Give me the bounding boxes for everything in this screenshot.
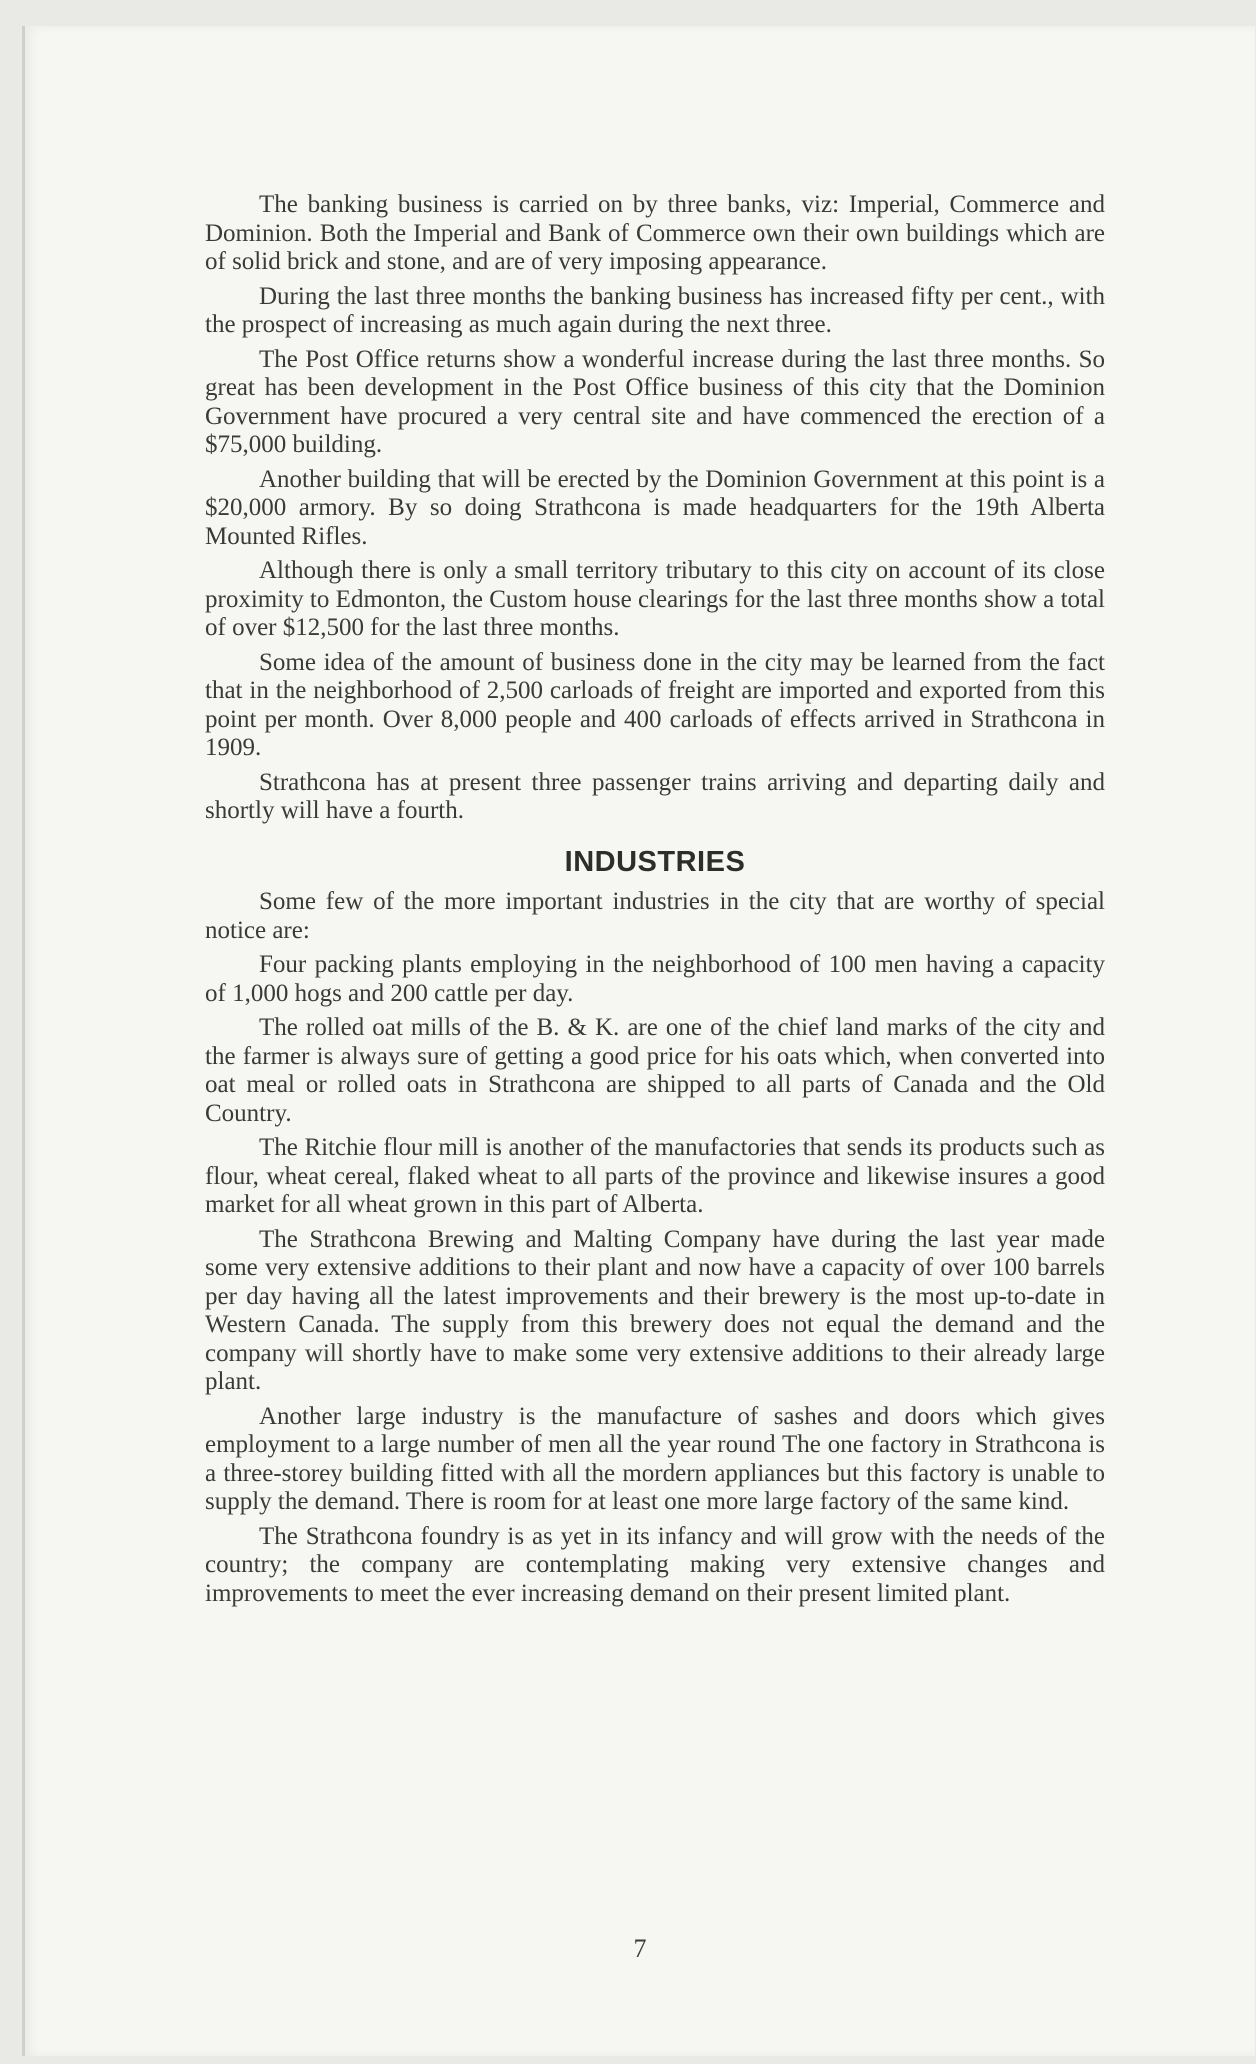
paragraph-trains: Strathcona has at present three passenger trains arriving and departing daily and shortly will have a fourth. xyxy=(205,768,1105,824)
paragraph-foundry: The Strathcona foundry is as yet in its infancy and will grow with the needs of the country; the company are contemplating making very extensive changes and improvements to meet the ever increasing demand on their present limited plant. xyxy=(205,1522,1105,1607)
paragraph-banking-growth: During the last three months the banking business has increased fifty per cent., with the prospect of increasing as much again during the next three. xyxy=(205,282,1105,338)
paragraph-flour-mill: The Ritchie flour mill is another of the manufactories that sends its products such as flour, wheat cereal, flaked wheat to all parts of the province and likewise insures a good market for all wheat grown in this part of Alberta. xyxy=(205,1134,1105,1218)
paragraph-freight: Some idea of the amount of business done in the city may be learned from the fact that in the neighborhood of 2,500 carloads of freight are imported and exported from this point per month. Over 8,000 people and 400 carloads of effects arrived in Strathcona in 1909. xyxy=(205,648,1105,761)
paragraph-industries-intro: Some few of the more important industries in the city that are worthy of special notice are: xyxy=(205,888,1105,944)
paragraph-oat-mills: The rolled oat mills of the B. & K. are one of the chief land marks of the city and the farmer is always sure of getting a good price for his oats which, when converted into oat meal or rolled oats in Strathcona are shipped to all parts of Canada and the Old Country. xyxy=(205,1014,1105,1127)
paragraph-post-office: The Post Office returns show a wonderful increase during the last three months. So great has been development in the Post Office business of this city that the Dominion Government have procured a very central site and have commenced the erection of a $75,000 building. xyxy=(205,345,1105,458)
paragraph-sashes-doors: Another large industry is the manufacture of sashes and doors which gives employment to a large number of men all the year round The one factory in Strathcona is a three-storey building fitted with all the mordern appliances but this factory is unable to supply the demand. There is room for at least one more large factory of the same kind. xyxy=(205,1402,1105,1515)
section-heading-industries: INDUSTRIES xyxy=(564,845,746,878)
paragraph-armory: Another building that will be erected by the Dominion Government at this point is a $20,000 armory. By so doing Strathcona is made headquarters for the 19th Alberta Mounted Rifles. xyxy=(205,465,1105,550)
paragraph-brewery: The Strathcona Brewing and Malting Company have during the last year made some very extensive additions to their plant and now have a capacity of over 100 barrels per day having all the latest improvements and their brewery is the most up-to-date in Western Canada. The supply from this brewery does not equal the demand and the company will shortly have to make some very extensive additions to their already large plant. xyxy=(205,1225,1105,1395)
document-page xyxy=(22,26,1255,2056)
paragraph-banking: The banking business is carried on by three banks, viz: Imperial, Commerce and Dominion. Both the Imperial and Bank of Commerce own their own buildings which are of solid brick and stone, and are of very imposing appearance. xyxy=(205,191,1105,275)
body-text xyxy=(205,191,1105,1614)
paragraph-packing-plants: Four packing plants employing in the neighborhood of 100 men having a capacity of 1,000 hogs and 200 cattle per day. xyxy=(205,951,1105,1007)
page-number: 7 xyxy=(633,1934,647,1963)
paragraph-customs: Although there is only a small territory tributary to this city on account of its close proximity to Edmonton, the Custom house clearings for the last three months show a total of over $12,500 for the last three months. xyxy=(205,557,1105,641)
